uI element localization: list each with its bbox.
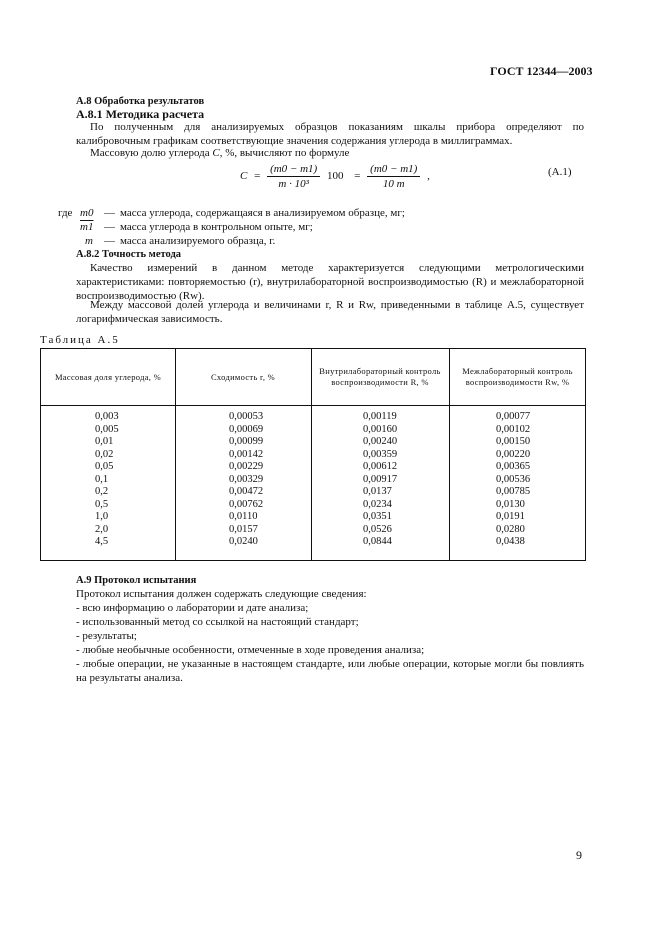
formula-number: (А.1) <box>548 166 572 178</box>
table-cell: 0,005 <box>95 423 119 435</box>
a82-paragraph-2: Между массовой долей углерода и величинами r, R и Rw, приведенными в таблице А.5, существует логарифмическая зависимость. <box>76 299 584 325</box>
formula-equals: = <box>254 170 261 183</box>
formula-fraction-2 <box>367 162 420 191</box>
a9-item: - результаты; <box>76 630 137 642</box>
where-symbol-m0: m0 <box>80 207 94 219</box>
table-cell: 0,0110 <box>229 511 258 522</box>
table-cell: 0,1 <box>95 473 109 485</box>
column-header-carbon: Массовая доля углерода, % <box>54 371 162 382</box>
table-cell: 0,05 <box>95 461 114 472</box>
table-cell: 4,5 <box>95 536 109 547</box>
where-text: масса анализируемого образца, г. <box>120 235 276 247</box>
table-cell: 0,00785 <box>496 486 531 497</box>
section-a9-title: А.9 Протокол испытания <box>76 575 197 586</box>
a81-p2-tail: , %, вычисляют по формуле <box>219 147 350 159</box>
table-cell: 0,0130 <box>496 498 525 510</box>
table-cell: 0,00240 <box>363 436 398 447</box>
data-table <box>40 348 586 561</box>
column-carbon <box>95 411 119 549</box>
table-cell: 0,02 <box>95 448 114 460</box>
table-cell: 0,00069 <box>229 423 264 435</box>
table-cell: 0,00119 <box>363 411 397 422</box>
where-symbol-m: m <box>85 235 93 247</box>
table-cell: 0,00160 <box>363 423 398 435</box>
table-cell: 0,00762 <box>229 498 264 510</box>
a9-intro: Протокол испытания должен содержать следующие сведения: <box>76 588 367 600</box>
table-cell: 0,003 <box>95 411 119 422</box>
table-cell: 0,00536 <box>496 473 531 485</box>
table-cell: 0,5 <box>95 498 109 510</box>
formula-lhs: C <box>240 170 248 183</box>
formula-a1 <box>240 162 430 191</box>
table-cell: 0,00329 <box>229 473 264 485</box>
fraction-2-denominator: 10 m <box>382 178 405 190</box>
table-cell: 0,00220 <box>496 448 531 460</box>
table-cell: 0,00472 <box>229 486 264 497</box>
fraction-1-numerator: (m0 − m1) <box>267 162 320 177</box>
table-cell: 0,00142 <box>229 448 264 460</box>
table-cell: 0,0157 <box>229 523 258 535</box>
table-cell: 0,0438 <box>496 536 525 547</box>
table-cell: 0,00077 <box>496 411 531 422</box>
where-dash: — <box>104 235 115 247</box>
section-a82-title: А.8.2 Точность метода <box>76 249 182 260</box>
table-cell: 0,00053 <box>229 411 264 422</box>
where-dash: — <box>104 207 115 219</box>
where-text: масса углерода, содержащаяся в анализируемом образце, мг; <box>120 207 405 219</box>
table-cell: 0,00612 <box>363 461 398 472</box>
table-cell: 0,00229 <box>229 461 264 472</box>
a81-p2-text: Массовую долю углерода <box>90 147 213 159</box>
table-cell: 0,0526 <box>363 523 392 535</box>
formula-equals-2: = <box>354 170 361 183</box>
table-cell: 0,01 <box>95 436 114 447</box>
a9-item: - всю информацию о лаборатории и дате анализа; <box>76 602 309 614</box>
column-header-interlab: Межлабораторный контроль воспроизводимости Rw, % <box>462 366 573 387</box>
column-header-repeatability: Сходимость r, % <box>210 371 276 382</box>
table-cell: 0,00365 <box>496 461 531 472</box>
a81-paragraph-2 <box>76 146 584 160</box>
column-header-intralab: Внутрилабораторный контроль воспроизводимости R, % <box>319 366 441 387</box>
section-a8-title: А.8 Обработка результатов <box>76 96 205 107</box>
table-cell: 2,0 <box>95 523 109 535</box>
formula-factor: 100 <box>326 170 344 183</box>
table-cell: 0,0234 <box>363 498 392 510</box>
column-intralab <box>363 411 397 549</box>
table-cell: 0,0137 <box>363 486 392 497</box>
table-cell: 0,0280 <box>496 523 525 535</box>
page-number: 9 <box>576 848 582 862</box>
formula-comma: , <box>427 170 430 183</box>
a82-paragraph-1: Качество измерений в данном методе характеризуется следующими метрологическими характеристиками: повторяемостью (r), внутрилабораторной воспроизводимостью (R) и межлабораторной воспроизводимостью (Rw). <box>76 262 584 302</box>
table-cell: 0,00917 <box>363 473 398 485</box>
section-a81-title: А.8.1 Методика расчета <box>76 107 205 121</box>
table-cell: 0,00102 <box>496 423 531 435</box>
table-cell: 0,0240 <box>229 536 258 547</box>
where-dash: — <box>104 221 115 233</box>
table-cell: 1,0 <box>95 511 109 522</box>
where-text: масса углерода в контрольном опыте, мг; <box>120 221 313 233</box>
column-repeatability <box>229 411 263 549</box>
a9-item: - любые операции, не указанные в настоящем стандарте, или любые операции, которые могли бы повлиять на результаты анализа. <box>76 658 584 684</box>
a9-item: - использованный метод со ссылкой на настоящий стандарт; <box>76 616 359 628</box>
document-header: ГОСТ 12344—2003 <box>490 64 593 78</box>
table-cell: 0,0191 <box>496 511 525 522</box>
table-cell: 0,00359 <box>363 448 398 460</box>
a9-item: - любые необычные особенности, отмеченные в ходе проведения анализа; <box>76 644 425 656</box>
a81-p2-symbol: C <box>212 147 220 159</box>
table-cell: 0,00150 <box>496 436 531 447</box>
fraction-1-denominator: m · 10³ <box>278 178 309 190</box>
table-cell: 0,0351 <box>363 511 392 522</box>
table-cell: 0,00099 <box>229 436 264 447</box>
a81-paragraph-1: По полученным для анализируемых образцов показаниям шкалы прибора определяют по калибровочным графикам соответствующие значения содержания углерода в миллиграммах. <box>76 121 584 147</box>
where-label: где <box>58 207 73 219</box>
column-interlab <box>496 411 530 549</box>
formula-fraction-1 <box>267 162 320 191</box>
table-cell: 0,2 <box>95 486 109 497</box>
table-caption: Таблица А.5 <box>40 334 120 346</box>
table-cell: 0,0844 <box>363 536 392 547</box>
fraction-2-numerator: (m0 − m1) <box>367 162 420 177</box>
where-symbol-m1: m1 <box>80 221 94 233</box>
